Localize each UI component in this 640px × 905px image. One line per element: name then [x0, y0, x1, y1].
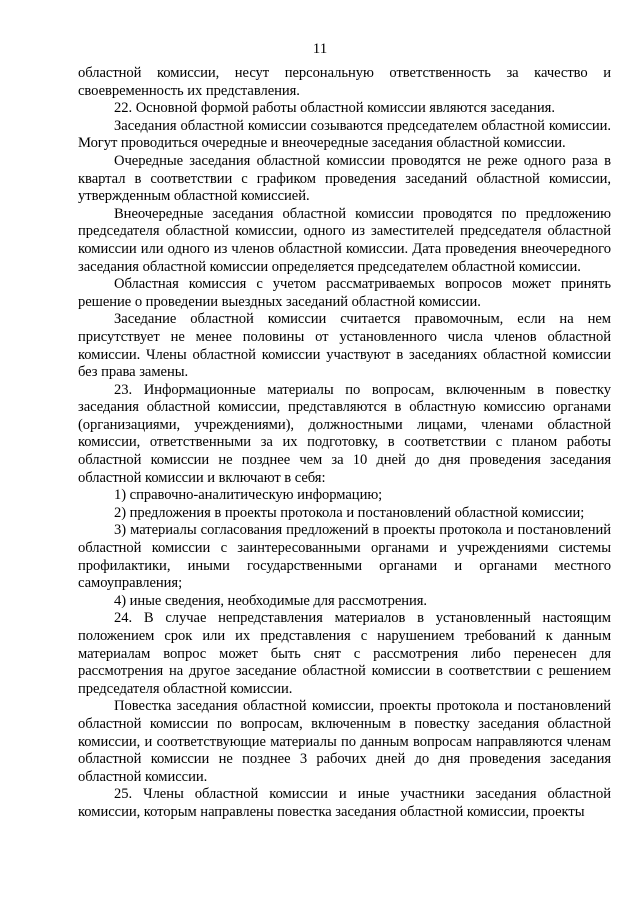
paragraph-meetings-convened: Заседания областной комиссии созываются председателем областной комиссии. Могут проводиться очередные и внеочередные заседания областной комиссии. — [78, 117, 611, 152]
paragraph-22: 22. Основной формой работы областной комиссии являются заседания. — [114, 100, 555, 117]
list-item-2: 2) предложения в проекты протокола и постановлений областной комиссии; — [114, 504, 585, 521]
paragraph-continuation: областной комиссии, несут персональную ответственность за качество и своевременность их представления. — [78, 65, 611, 99]
page-number: 11 — [312, 41, 328, 57]
paragraph-quorum: Заседание областной комиссии считается правомочным, если на нем присутствует не менее половины от установленного числа членов областной комиссии. Члены областной комиссии участвуют в заседаниях областной комиссии без права замены. — [78, 311, 611, 381]
paragraph-agenda: Повестка заседания областной комиссии, проекты протокола и постановлений областной комиссии по вопросам, включенным в повестку заседания областной комиссии, и соответствующие материалы по данным вопросам направляются членам областной комиссии не позднее 3 рабочих дней до дня проведения заседания областной комиссии. — [78, 698, 611, 785]
paragraph-25: 25. Члены областной комиссии и иные участники заседания областной комиссии, которым направлены повестка заседания областной комиссии, проекты — [78, 786, 611, 820]
paragraph-24: 24. В случае непредставления материалов в установленный настоящим положением срок или их представления с нарушением требований к данным материалам вопрос может быть снят с рассмотрения либо перенесен для рассмотрения на другое заседание областной комиссии в соответствии с решением председателя областной комиссии. — [78, 610, 611, 697]
list-item-3: 3) материалы согласования предложений в проекты протокола и постановлений областной комиссии с заинтересованными органами и учреждениями системы профилактики, иными государственными органами и органами местного самоуправления; — [78, 522, 611, 592]
paragraph-regular-meetings: Очередные заседания областной комиссии проводятся не реже одного раза в квартал в соответствии с графиком проведения заседаний областной комиссии, утвержденным областной комиссией. — [78, 152, 611, 205]
document-body — [78, 65, 611, 822]
list-item-1: 1) справочно-аналитическую информацию; — [114, 487, 383, 504]
list-item-4: 4) иные сведения, необходимые для рассмотрения. — [114, 592, 428, 609]
paragraph-23: 23. Информационные материалы по вопросам, включенным в повестку заседания областной комиссии, представляются в областную комиссию органами (организациями, учреждениями), должностными лицами, членами областной комиссии, ответственными за их подготовку, в соответствии с планом работы областной комиссии не позднее чем за 10 дней до дня проведения заседания областной комиссии и включают в себя: — [78, 381, 611, 486]
paragraph-extraordinary-meetings: Внеочередные заседания областной комиссии проводятся по предложению председателя областной комиссии, одного из заместителей председателя областной комиссии или одного из членов областной комиссии. Дата проведения внеочередного заседания областной комиссии определяется председателем областной комиссии. — [78, 205, 611, 275]
paragraph-field-meetings: Областная комиссия с учетом рассматриваемых вопросов может принять решение о проведении выездных заседаний областной комиссии. — [78, 276, 611, 310]
